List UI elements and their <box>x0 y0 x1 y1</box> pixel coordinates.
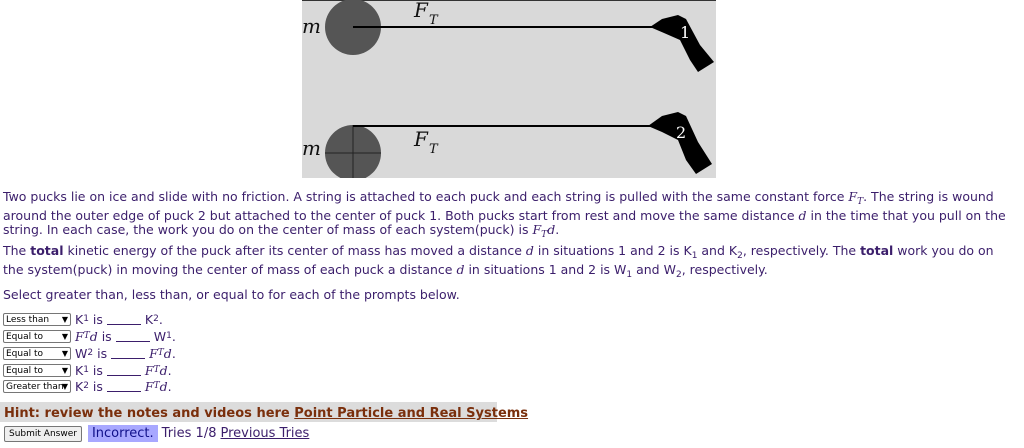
puck-diagram <box>302 0 716 178</box>
prompt-5-select[interactable]: Greater than ▼ <box>3 380 71 393</box>
situation-2-label: 2 <box>676 123 687 142</box>
prompt-3-select[interactable]: Equal to ▼ <box>3 347 71 360</box>
blank-line <box>107 365 141 376</box>
blank-line <box>111 348 145 359</box>
hint-text: Hint: review the notes and videos here <box>4 406 295 421</box>
tries-count: Tries 1/8 <box>161 426 217 441</box>
problem-paragraph-1: Two pucks lie on ice and slide with no friction. A string is attached to each puck and each string is pulled with the same constant force $F_T$. The string is wound around the outer edge of puck 2 but attached to the center of puck 1. Both pucks start from rest and move the same distance d in the time that you pull on the string. In each case, the work you do on the center of mass of each system(puck) is $F_Td$. <box>3 189 1006 240</box>
prompt-2-select[interactable]: Equal to ▼ <box>3 330 71 343</box>
submission-bar <box>4 424 309 443</box>
chevron-down-icon: ▼ <box>61 332 68 341</box>
blank-line <box>107 314 141 325</box>
prompt-1-select[interactable]: Less than ▼ <box>3 313 71 326</box>
chevron-down-icon: ▼ <box>61 349 68 358</box>
prompt-row-1: Less than ▼ K 1 is K 2 . <box>3 312 163 327</box>
mass-label-2: m <box>302 136 321 160</box>
force-label-1: F <box>414 0 428 22</box>
prompt-4-select[interactable]: Equal to ▼ <box>3 364 71 377</box>
chevron-down-icon: ▼ <box>61 315 68 324</box>
situation-1-label: 1 <box>680 23 691 42</box>
force-sub-1: T <box>429 13 438 28</box>
force-label-2: F <box>414 127 428 151</box>
prompt-row-3: Equal to ▼ W 2 is F T d . <box>3 346 176 361</box>
blank-line <box>116 331 150 342</box>
force-sub-2: T <box>429 142 438 157</box>
prompt-row-5: Greater than ▼ K 2 is F T d . <box>3 379 172 394</box>
chevron-down-icon: ▼ <box>61 366 68 375</box>
puck-diagram-svg <box>302 0 716 178</box>
blank-line <box>107 381 141 392</box>
previous-tries-link[interactable]: Previous Tries <box>220 426 310 441</box>
submit-answer-button[interactable]: Submit Answer <box>4 426 82 442</box>
problem-paragraph-2: The total kinetic energy of the puck after its center of mass has moved a distance d in situations 1 and 2 is $K_1$ and $K_2$, respectively. The total work you do on the system(puck) in moving the center of mass of each puck a distance d in situations 1 and 2 is $W_1$ and $W_2$, respectively. <box>3 243 994 280</box>
mass-label-1: m <box>302 14 321 38</box>
hint-link[interactable]: Point Particle and Real Systems <box>294 406 529 421</box>
prompt-row-4: Equal to ▼ K 1 is F T d . <box>3 363 172 378</box>
hint-bar <box>0 402 529 422</box>
chevron-down-icon: ▼ <box>61 382 68 391</box>
instructions: Select greater than, less than, or equal to for each of the prompts below. <box>3 287 460 302</box>
hand-2-icon <box>648 112 712 174</box>
status-badge: Incorrect. <box>88 425 158 442</box>
prompt-row-2: Equal to ▼ F T d is W 1 . <box>3 329 176 344</box>
